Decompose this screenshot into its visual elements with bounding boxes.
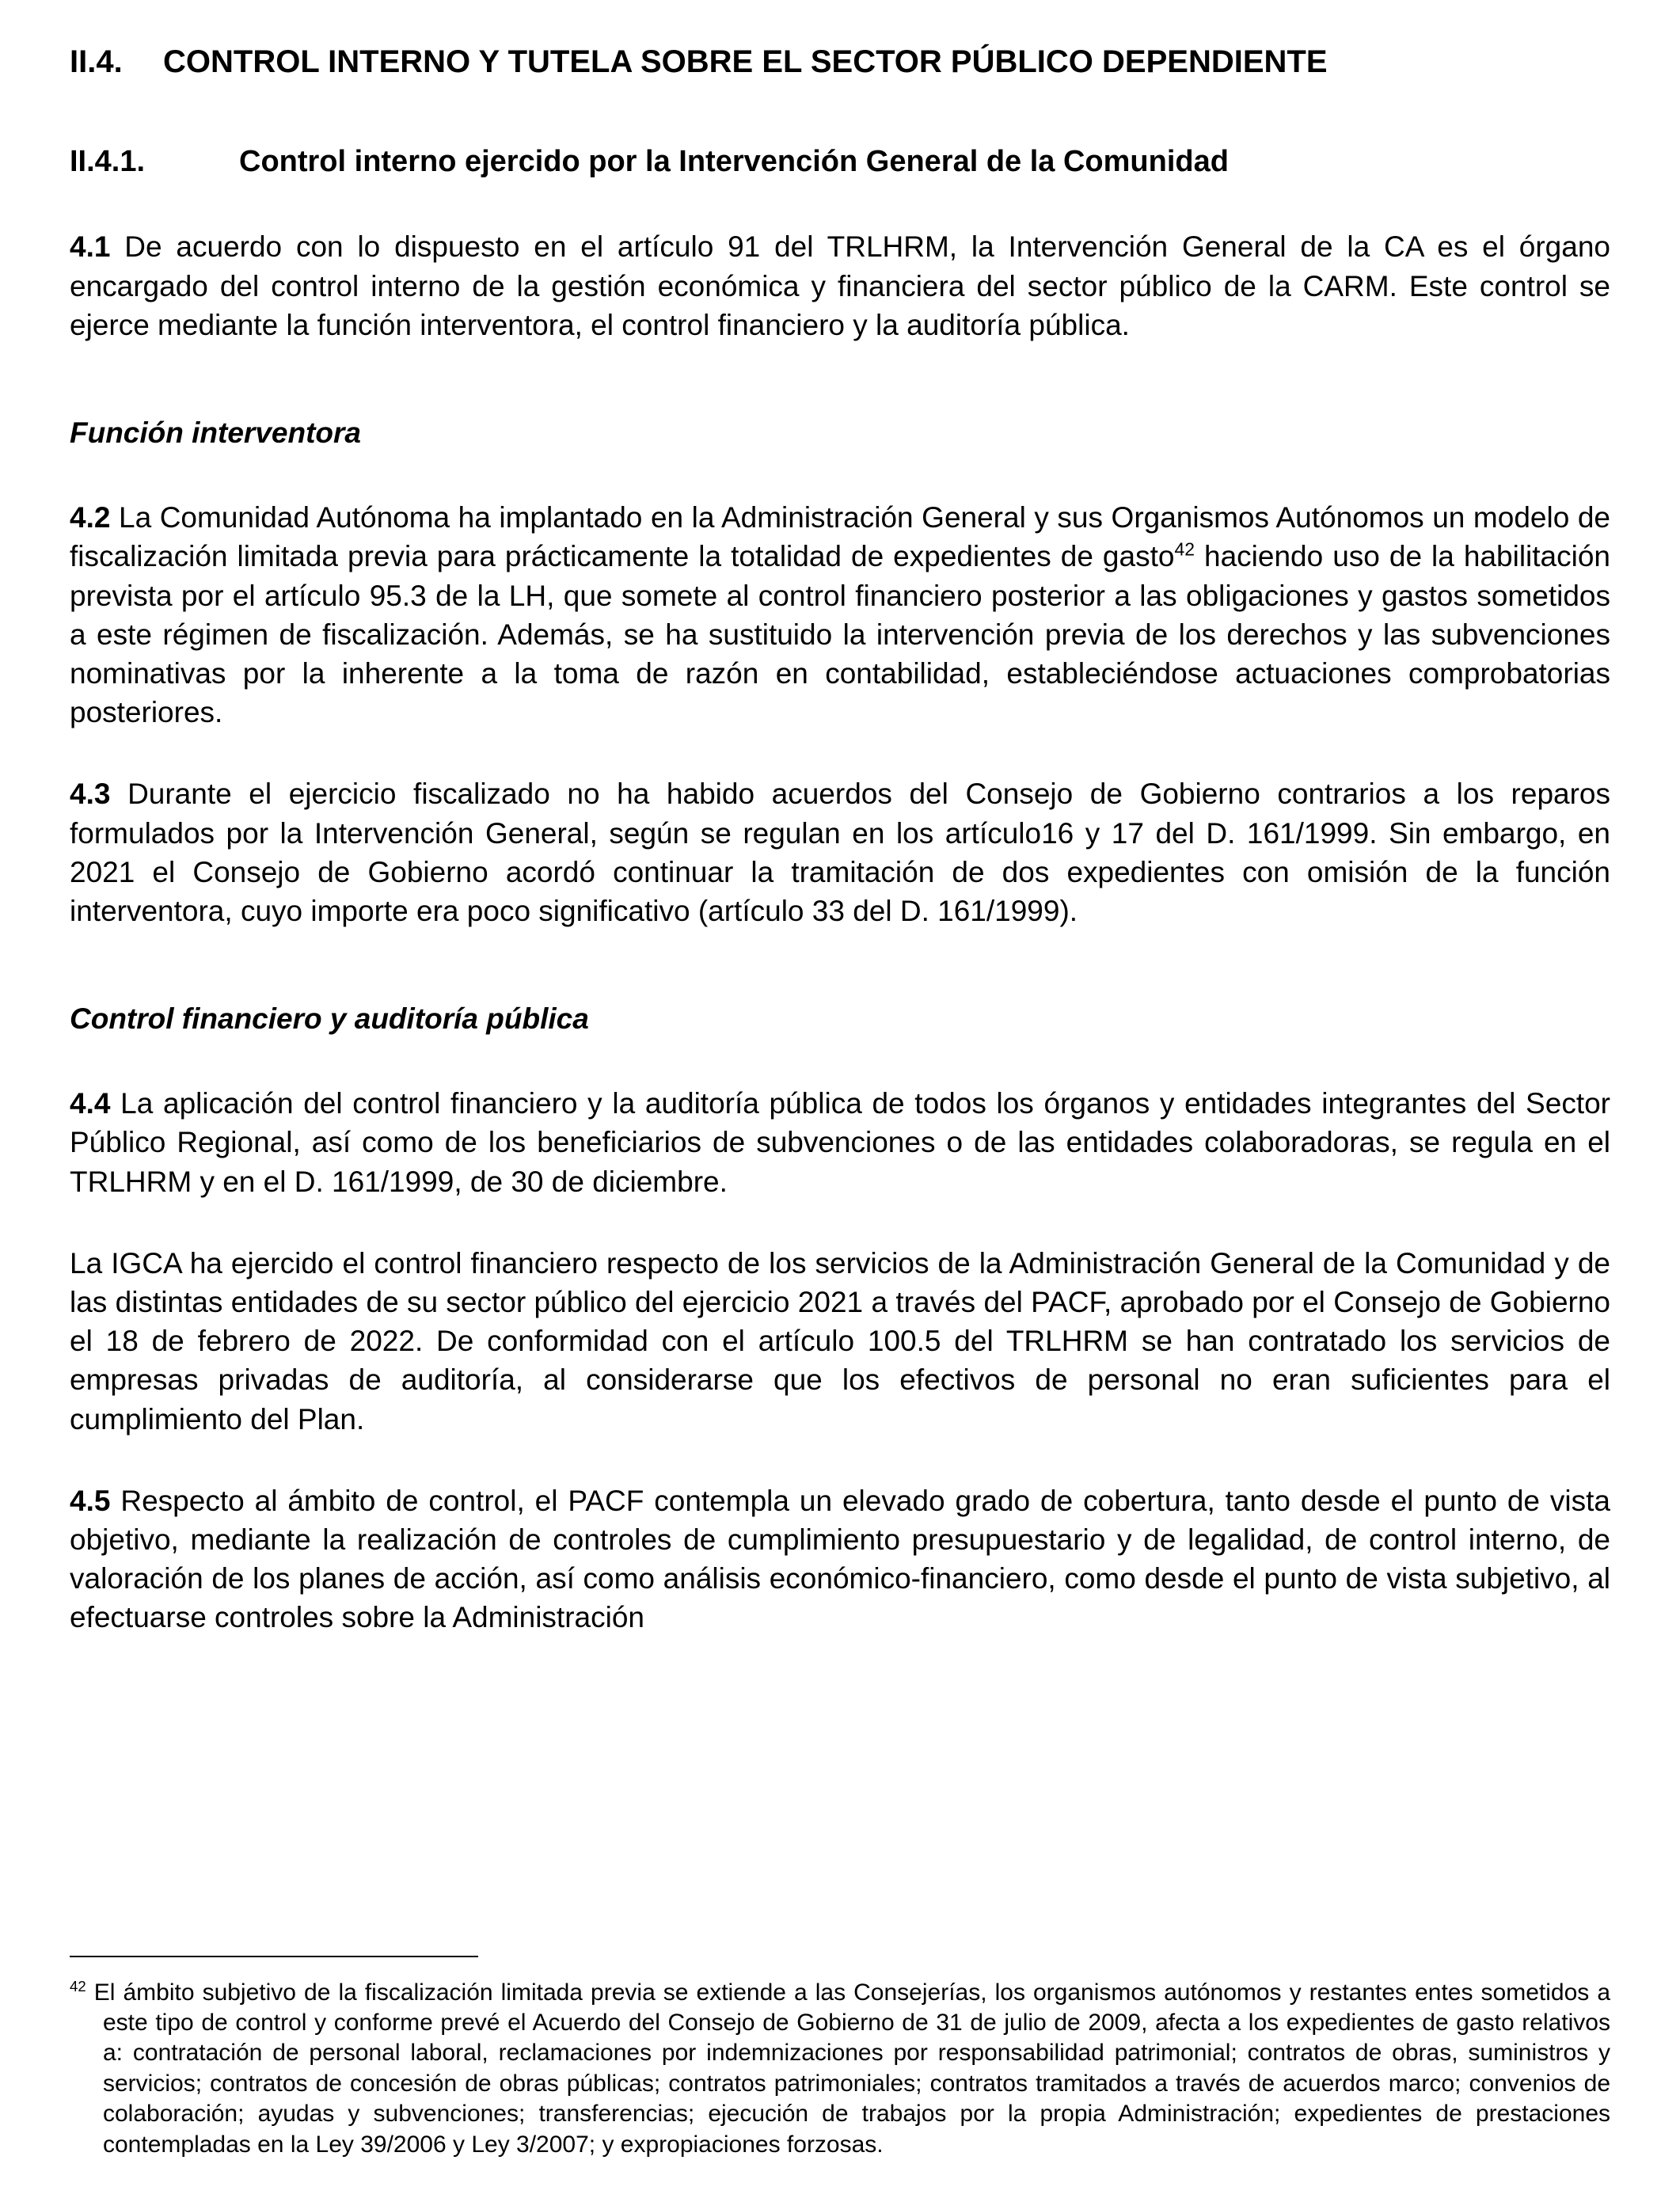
subsection-heading-text: Control interno ejercido por la Intervención General de la Comunidad (239, 145, 1229, 178)
paragraph-4-4 (70, 1084, 1610, 1201)
section-heading-number: II.4. (70, 44, 123, 79)
footnote-number: 42 (70, 1977, 86, 1995)
paragraph-text-before-footnote-ref: La Comunidad Autónoma ha implantado en la Administración General y sus Organismos Autónomos un modelo de fiscalización limitada previa para prácticamente la totalidad de expedientes de gasto (70, 501, 1610, 573)
footnote-text: El ámbito subjetivo de la fiscalización limitada previa se extiende a las Consejerías, los organismos autónomos y restantes entes sometidos a este tipo de control y conforme prevé el Acuerdo del Consejo de Gobierno de 31 de julio de 2009, afecta a los expedientes de gasto relativos a: contratación de personal laboral, reclamaciones por indemnizaciones por responsabilidad patrimonial; contratos de obras, suministros y servicios; contratos de concesión de obras públicas; contratos patrimoniales; contratos tramitados a través de acuerdos marco; convenios de colaboración; ayudas y subvenciones; transferencias; ejecución de trabajos por la propia Administración; expedientes de prestaciones contempladas en la Ley 39/2006 y Ley 3/2007; y expropiaciones forzosas. (93, 1979, 1610, 2158)
paragraph-text: Durante el ejercicio fiscalizado no ha habido acuerdos del Consejo de Gobierno contrarios a los reparos formulados por la Intervención General, según se regulan en los artículo16 y 17 del D. 161/1999. Sin embargo, en 2021 el Consejo de Gobierno acordó continuar la tramitación de dos expedientes con omisión de la función interventora, cuyo importe era poco significativo (artículo 33 del D. 161/1999). (70, 778, 1611, 927)
subsection-heading (70, 143, 1610, 181)
section-heading-text: CONTROL INTERNO Y TUTELA SOBRE EL SECTOR PÚBLICO DEPENDIENTE (163, 44, 1328, 79)
paragraph-4-2 (70, 498, 1610, 732)
paragraph-number: 4.2 (70, 501, 111, 534)
paragraph-number: 4.1 (70, 230, 111, 264)
subheading-funcion-interventora: Función interventora (70, 416, 361, 449)
paragraph-text: De acuerdo con lo dispuesto en el artículo 91 del TRLHRM, la Intervención General de la CA es el órgano encargado del control interno de la gestión económica y financiera del sector público de la CARM. Este control se ejerce mediante la función interventora, el control financiero y la auditoría pública. (70, 230, 1610, 341)
section-heading (70, 41, 1610, 82)
paragraph-4-1 (70, 227, 1610, 344)
paragraph-text-after-footnote-ref: haciendo uso de la habilitación prevista por el artículo 95.3 de la LH, que somete al control financiero posterior a las obligaciones y gastos sometidos a este régimen de fiscalización. Además, se ha sustituido la intervención previa de los derechos y las subvenciones nominativas por la inherente a la toma de razón en contabilidad, estableciéndose actuaciones comprobatorias posteriores. (70, 540, 1611, 729)
paragraph-number: 4.4 (70, 1087, 111, 1120)
footnote-block (70, 1956, 1610, 2160)
subsection-heading-number: II.4.1. (70, 145, 146, 178)
paragraph-igca (70, 1244, 1610, 1439)
paragraph-text: Respecto al ámbito de control, el PACF contempla un elevado grado de cobertura, tanto desde el punto de vista objetivo, mediante la realización de controles de cumplimiento presupuestario y de legalidad, de control interno, de valoración de los planes de acción, así como análisis económico-financiero, como desde el punto de vista subjetivo, al efectuarse controles sobre la Administración (70, 1484, 1611, 1634)
paragraph-4-5 (70, 1481, 1610, 1637)
footnote-reference-42: 42 (1174, 538, 1195, 560)
subheading-control-financiero: Control financiero y auditoría pública (70, 1002, 589, 1036)
footnote-42 (70, 1978, 1610, 2160)
paragraph-4-3 (70, 774, 1610, 930)
paragraph-text: La aplicación del control financiero y la auditoría pública de todos los órganos y entidades integrantes del Sector Público Regional, así como de los beneficiarios de subvenciones o de las entidades colaboradoras, se regula en el TRLHRM y en el D. 161/1999, de 30 de diciembre. (70, 1087, 1610, 1198)
paragraph-text: La IGCA ha ejercido el control financiero respecto de los servicios de la Administración General de la Comunidad y de las distintas entidades de su sector público del ejercicio 2021 a través del PACF, aprobado por el Consejo de Gobierno el 18 de febrero de 2022. De conformidad con el artículo 100.5 del TRLHRM se han contratado los servicios de empresas privadas de auditoría, al considerarse que los efectivos de personal no eran suficientes para el cumplimiento del Plan. (70, 1246, 1610, 1436)
footnote-separator-rule (70, 1956, 478, 1957)
paragraph-number: 4.3 (70, 778, 111, 811)
paragraph-number: 4.5 (70, 1484, 111, 1517)
